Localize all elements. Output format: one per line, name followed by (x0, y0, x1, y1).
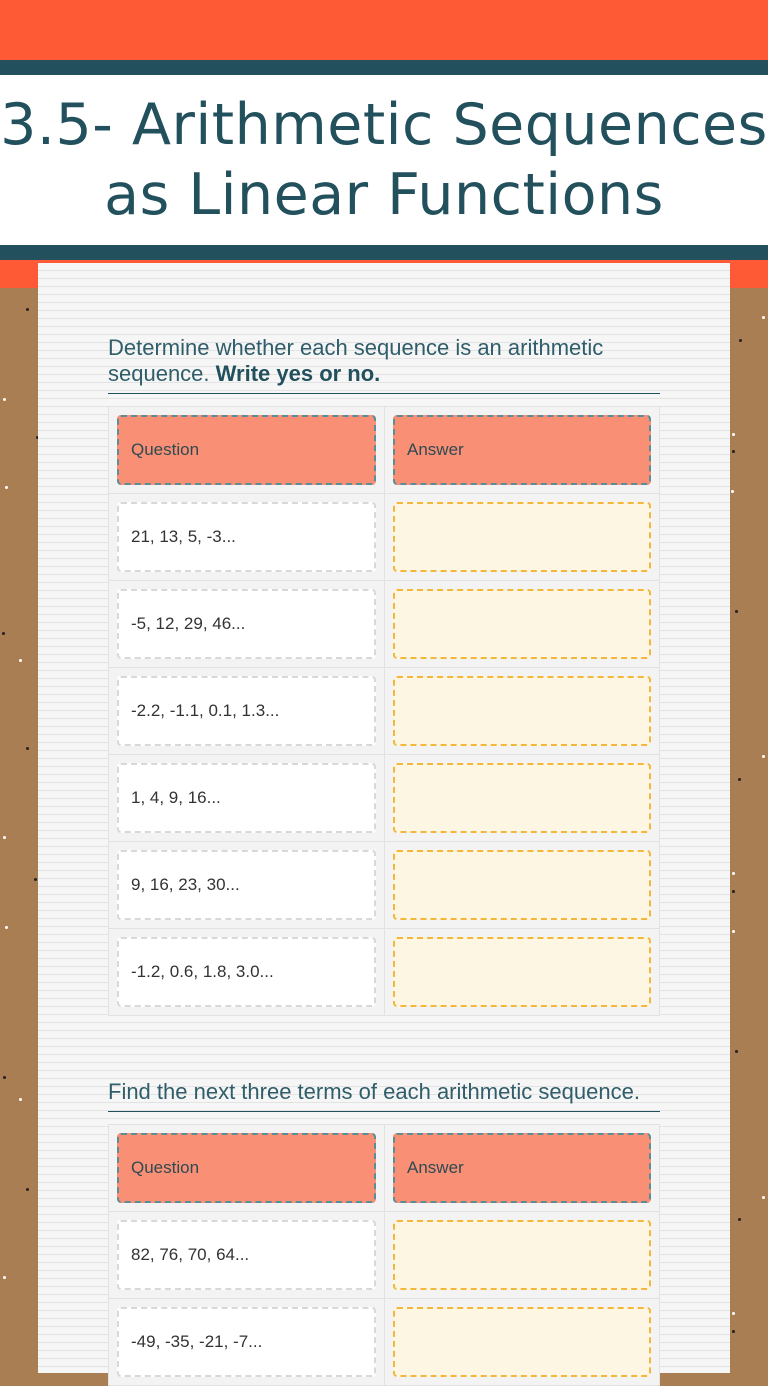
question-table (108, 406, 660, 1016)
cork-dot (732, 1312, 735, 1315)
cork-dot (34, 878, 37, 881)
cork-dot (732, 930, 735, 933)
table-header-row (109, 1125, 659, 1211)
question-cell: 1, 4, 9, 16... (117, 763, 376, 833)
section-next-terms (108, 1079, 660, 1386)
table-row (109, 667, 659, 754)
top-banner (0, 0, 768, 60)
question-cell: -1.2, 0.6, 1.8, 3.0... (117, 937, 376, 1007)
cork-dot (2, 632, 5, 635)
question-cell: -2.2, -1.1, 0.1, 1.3... (117, 676, 376, 746)
header-answer: Answer (393, 415, 651, 485)
worksheet-paper (38, 263, 730, 1373)
title-bottom-border (0, 245, 768, 260)
section-instruction: Find the next three terms of each arithmetic sequence. (108, 1079, 660, 1112)
cork-dot (739, 339, 742, 342)
question-cell: 21, 13, 5, -3... (117, 502, 376, 572)
cork-dot (5, 926, 8, 929)
answer-field[interactable] (393, 1307, 651, 1377)
table-row (109, 1211, 659, 1298)
cork-dot (3, 1076, 6, 1079)
cork-dot (731, 490, 734, 493)
cork-dot (26, 747, 29, 750)
table-header-row (109, 407, 659, 493)
header-question: Question (117, 415, 376, 485)
header-question: Question (117, 1133, 376, 1203)
cork-dot (738, 1218, 741, 1221)
question-cell: 82, 76, 70, 64... (117, 1220, 376, 1290)
cork-dot (5, 486, 8, 489)
cork-dot (762, 755, 765, 758)
answer-field[interactable] (393, 937, 651, 1007)
page-title: 3.5- Arithmetic Sequences as Linear Functions (0, 92, 768, 228)
cork-dot (732, 1330, 735, 1333)
section-instruction: Determine whether each sequence is an arithmetic sequence. Write yes or no. (108, 335, 660, 394)
question-table (108, 1124, 660, 1386)
cork-dot (738, 778, 741, 781)
cork-dot (762, 1196, 765, 1199)
cork-dot (762, 316, 765, 319)
cork-dot (735, 1050, 738, 1053)
table-row (109, 754, 659, 841)
instruction-emphasis: Write yes or no. (215, 361, 381, 386)
title-top-border (0, 60, 768, 75)
title-panel (0, 75, 768, 245)
cork-dot (3, 398, 6, 401)
cork-dot (26, 308, 29, 311)
answer-field[interactable] (393, 763, 651, 833)
table-row (109, 580, 659, 667)
cork-dot (19, 1098, 22, 1101)
cork-dot (3, 1276, 6, 1279)
table-row (109, 841, 659, 928)
table-row (109, 1298, 659, 1385)
question-cell: -49, -35, -21, -7... (117, 1307, 376, 1377)
answer-field[interactable] (393, 589, 651, 659)
cork-dot (732, 450, 735, 453)
section-arithmetic-check (108, 335, 660, 1016)
cork-dot (3, 836, 6, 839)
cork-dot (735, 610, 738, 613)
header-answer: Answer (393, 1133, 651, 1203)
answer-field[interactable] (393, 502, 651, 572)
cork-dot (26, 1188, 29, 1191)
answer-field[interactable] (393, 1220, 651, 1290)
cork-dot (732, 433, 735, 436)
table-row (109, 928, 659, 1015)
answer-field[interactable] (393, 850, 651, 920)
cork-dot (732, 872, 735, 875)
table-row (109, 493, 659, 580)
question-cell: 9, 16, 23, 30... (117, 850, 376, 920)
question-cell: -5, 12, 29, 46... (117, 589, 376, 659)
cork-dot (732, 890, 735, 893)
answer-field[interactable] (393, 676, 651, 746)
cork-dot (19, 659, 22, 662)
